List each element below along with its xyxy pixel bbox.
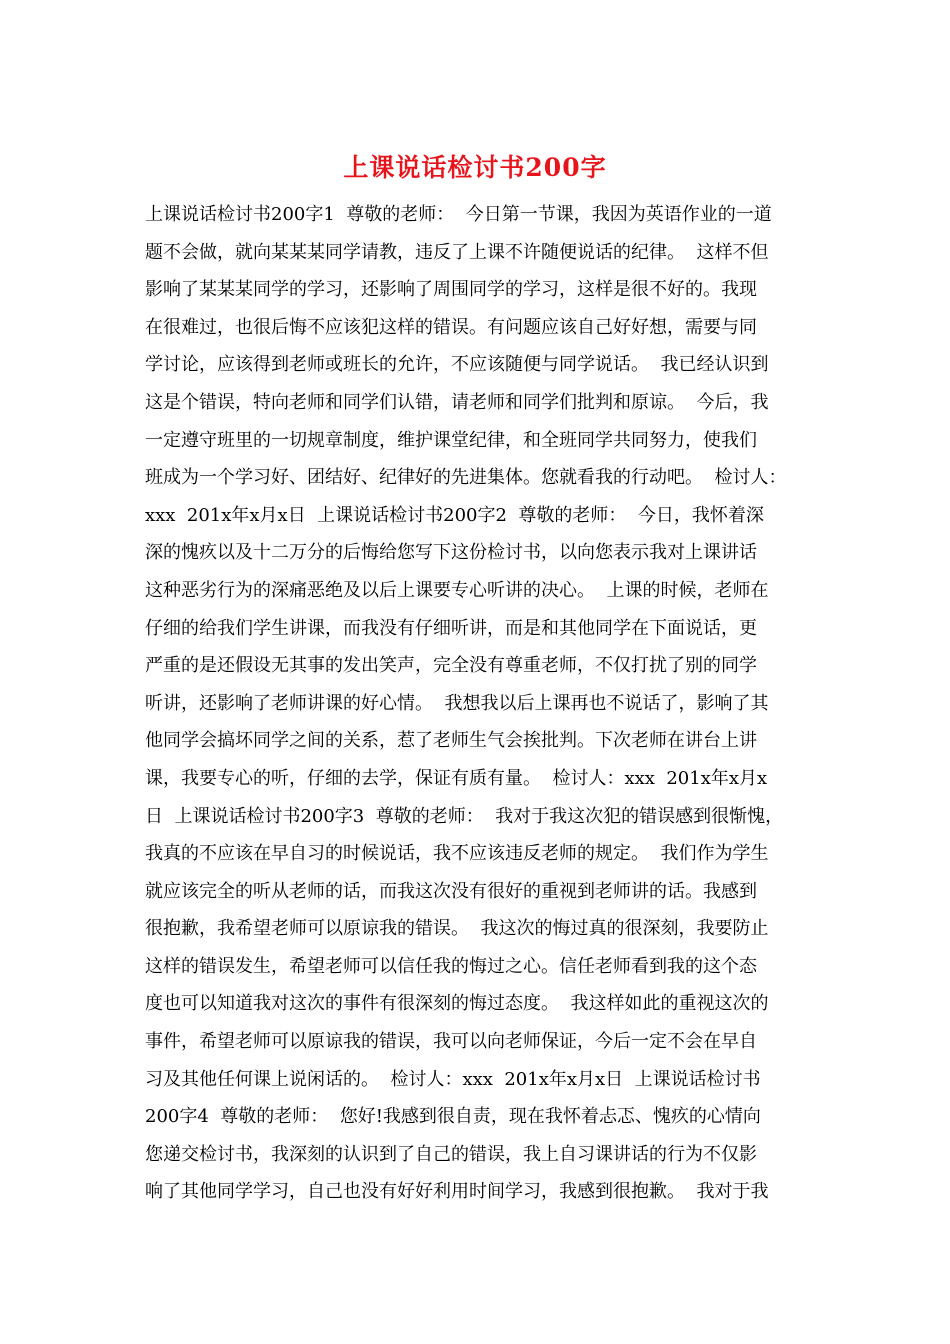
body-line: 200字4 尊敬的老师： 您好!我感到很自责，现在我怀着忐忑、愧疚的心情向 [145,1106,761,1128]
body-line: 学讨论，应该得到老师或班长的允许，不应该随便与同学说话。 我已经认识到 [145,354,769,376]
body-line: 日 上课说话检讨书200字3 尊敬的老师： 我对于我这次犯的错误感到很惭愧， [145,805,784,827]
body-line: 这种恶劣行为的深痛恶绝及以后上课要专心听讲的决心。 上课的时候，老师在 [145,579,769,601]
body-line: 他同学会搞坏同学之间的关系，惹了老师生气会挨批判。下次老师在讲台上讲 [145,730,757,752]
body-line: 影响了某某某同学的学习，还影响了周围同学的学习，这样是很不好的。我现 [145,279,757,301]
body-line: 一定遵守班里的一切规章制度，维护课堂纪律，和全班同学共同努力，使我们 [145,429,757,451]
body-line: 度也可以知道我对这次的事件有很深刻的悔过态度。 我这样如此的重视这次的 [145,993,769,1015]
body-line: 您递交检讨书，我深刻的认识到了自己的错误，我上自习课讲话的行为不仅影 [145,1143,757,1165]
body-line: 很抱歉，我希望老师可以原谅我的错误。 我这次的悔过真的很深刻，我要防止 [145,918,769,940]
body-line: 题不会做，就向某某某同学请教，违反了上课不许随便说话的纪律。 这样不但 [145,241,769,263]
body-line: 响了其他同学学习，自己也没有好好利用时间学习，我感到很抱歉。 我对于我 [145,1181,769,1203]
body-line: 事件，希望老师可以原谅我的错误，我可以向老师保证，今后一定不会在早自 [145,1031,757,1053]
body-line: 就应该完全的听从老师的话，而我这次没有很好的重视到老师讲的话。我感到 [145,880,757,902]
document-title: 上课说话检讨书200字 [343,153,607,182]
body-line: 仔细的给我们学生讲课，而我没有仔细听讲，而是和其他同学在下面说话，更 [145,617,757,639]
body-line: 上课说话检讨书200字1 尊敬的老师： 今日第一节课，我因为英语作业的一道 [145,204,772,225]
body-line: 课，我要专心的听，仔细的去学，保证有质有量。 检讨人：xxx 201x年x月x [145,767,768,789]
body-line: xxx 201x年x月x日 上课说话检讨书200字2 尊敬的老师： 今日，我怀着深 [145,504,764,526]
body-line: 习及其他任何课上说闲话的。 检讨人：xxx 201x年x月x日 上课说话检讨书 [145,1068,761,1090]
document-body [145,196,815,1211]
body-line: 这是个错误，特向老师和同学们认错，请老师和同学们批判和原谅。 今后，我 [145,391,769,413]
body-line: 深的愧疚以及十二万分的后悔给您写下这份检讨书，以向您表示我对上课讲话 [145,542,757,564]
body-line: 听讲，还影响了老师讲课的好心情。 我想我以后上课再也不说话了，影响了其 [145,692,769,714]
body-line: 在很难过，也很后悔不应该犯这样的错误。有问题应该自己好好想，需要与同 [145,316,757,338]
body-line: 这样的错误发生，希望老师可以信任我的悔过之心。信任老师看到我的这个态 [145,955,757,977]
body-line: 班成为一个学习好、团结好、纪律好的先进集体。您就看我的行动吧。 检讨人： [145,467,787,489]
body-line: 我真的不应该在早自习的时候说话，我不应该违反老师的规定。 我们作为学生 [145,843,769,865]
body-line: 严重的是还假设无其事的发出笑声，完全没有尊重老师，不仅打扰了别的同学 [145,655,757,677]
